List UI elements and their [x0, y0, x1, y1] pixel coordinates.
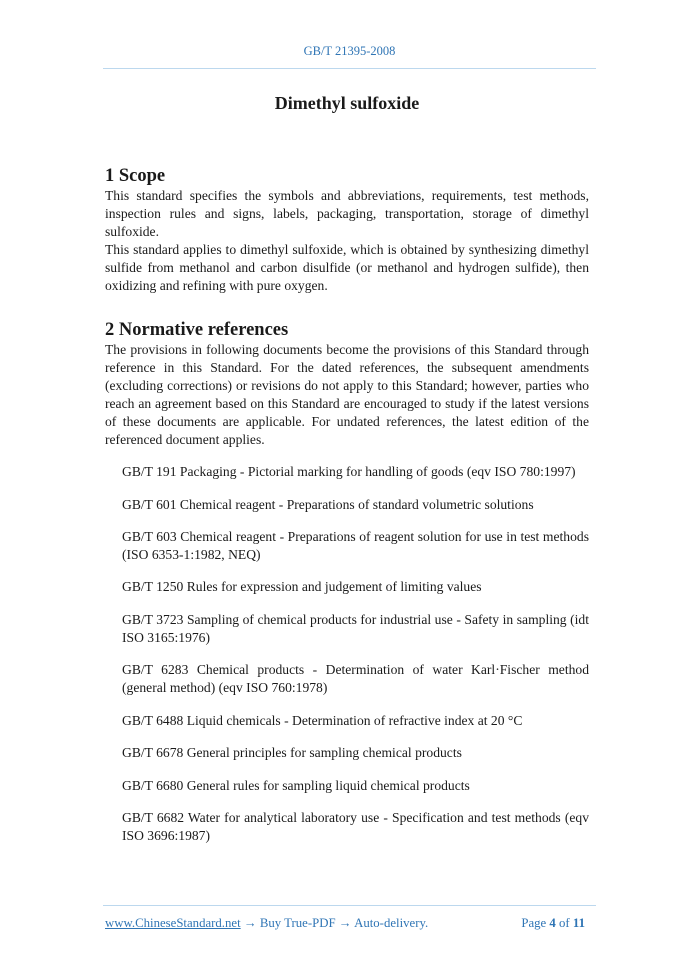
page-of-label: of [559, 916, 570, 930]
page-label: Page [521, 916, 547, 930]
scope-paragraph: This standard applies to dimethyl sulfoxide, which is obtained by synthesizing dimethyl sulfide from methanol and carbon disulfide (or methanol and hydrogen sulfide), then oxidizing and refining with pure oxygen. [105, 242, 589, 294]
page-footer [105, 916, 589, 931]
document-body [105, 92, 589, 859]
section-heading-scope: 1 Scope [105, 166, 166, 186]
reference-item: GB/T 3723 Sampling of chemical products for industrial use - Safety in sampling (idt ISO 3165:1976) [122, 611, 589, 645]
reference-list [105, 463, 589, 845]
footer-divider [103, 905, 596, 906]
reference-item: GB/T 6678 General principles for sampling chemical products [122, 745, 462, 761]
chinese-standard-link[interactable]: www.ChineseStandard.net [105, 916, 241, 930]
reference-item: GB/T 6680 General rules for sampling liquid chemical products [122, 777, 470, 793]
current-page-number: 4 [549, 916, 556, 930]
page-header [103, 44, 596, 59]
header-divider [103, 68, 596, 69]
promo-text: → Buy True-PDF → Auto-delivery. [240, 916, 429, 930]
reference-item: GB/T 6283 Chemical products - Determination of water Karl·Fischer method (general method) (eqv ISO 760:1978) [122, 662, 589, 696]
document-title: Dimethyl sulfoxide [274, 93, 420, 113]
normative-references-paragraph: The provisions in following documents become the provisions of this Standard through reference in this Standard. For the dated references, the subsequent amendments (excluding corrections) or revisions do not apply to this Standard; however, parties who reach an agreement based on this Standard are encouraged to study if the latest versions of these documents are applicable. For undated references, the latest edition of the referenced document applies. [105, 341, 589, 448]
page-indicator [521, 916, 585, 931]
reference-item: GB/T 6488 Liquid chemicals - Determination of refractive index at 20 °C [122, 712, 523, 728]
total-page-count: 11 [572, 916, 585, 930]
scope-paragraph: This standard specifies the symbols and abbreviations, requirements, test methods, inspection rules and signs, labels, packaging, transportation, storage of dimethyl sulfoxide. [105, 188, 589, 240]
reference-item: GB/T 603 Chemical reagent - Preparations of reagent solution for use in test methods (ISO 6353-1:1982, NEQ) [122, 528, 589, 562]
reference-item: GB/T 601 Chemical reagent - Preparations of standard volumetric solutions [122, 496, 534, 512]
standard-code: GB/T 21395-2008 [303, 44, 396, 58]
reference-item: GB/T 6682 Water for analytical laboratory use - Specification and test methods (eqv ISO 3696:1987) [122, 809, 589, 844]
section-heading-normative-references: 2 Normative references [105, 319, 289, 340]
reference-item: GB/T 1250 Rules for expression and judgement of limiting values [122, 579, 482, 595]
reference-item: GB/T 191 Packaging - Pictorial marking for handling of goods (eqv ISO 780:1997) [122, 464, 576, 480]
